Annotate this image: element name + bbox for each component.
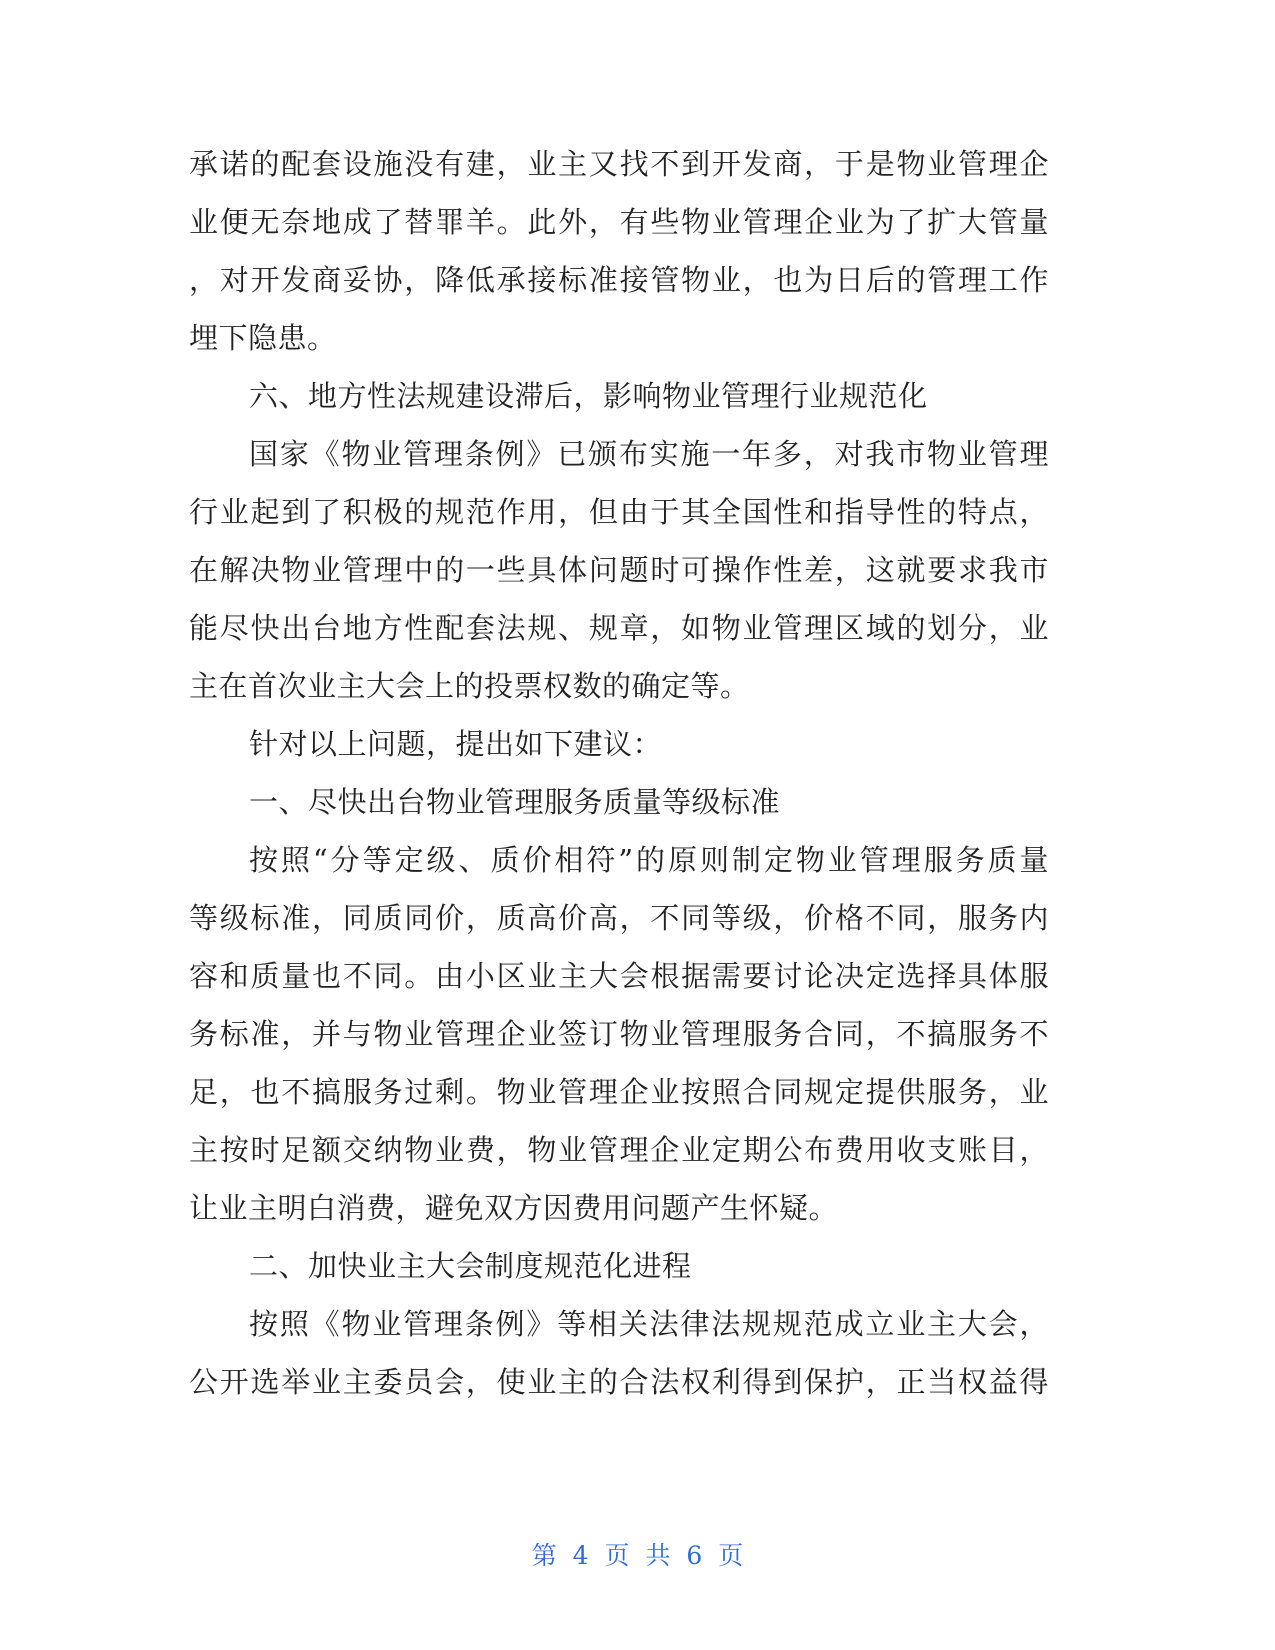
body-text-line: 让业主明白消费，避免双方因费用问题产生怀疑。	[189, 1191, 839, 1225]
body-text-line: 国家《物业管理条例》已颁布实施一年多，对我市物业管理	[249, 437, 1049, 471]
body-text-line: 公开选举业主委员会，使业主的合法权利得到保护，正当权益得	[189, 1365, 1049, 1399]
body-text-line: 针对以上问题，提出如下建议：	[249, 727, 663, 761]
page-footer	[0, 1539, 1275, 1573]
body-text-line: 能尽快出台地方性配套法规、规章，如物业管理区域的划分，业	[189, 611, 1049, 645]
body-text-line: 行业起到了积极的规范作用，但由于其全国性和指导性的特点，	[189, 495, 1049, 529]
body-text-line: 主按时足额交纳物业费，物业管理企业定期公布费用收支账目，	[189, 1133, 1049, 1167]
body-text-line: 容和质量也不同。由小区业主大会根据需要讨论决定选择具体服	[189, 959, 1049, 993]
body-text-line: ，对开发商妥协，降低承接标准接管物业，也为日后的管理工作	[189, 263, 1049, 297]
section-heading: 六、地方性法规建设滞后，影响物业管理行业规范化	[249, 379, 928, 413]
body-text-line: 按照“分等定级、质价相符”的原则制定物业管理服务质量	[249, 843, 1049, 877]
section-heading: 一、尽快出台物业管理服务质量等级标准	[249, 785, 781, 819]
body-text-line: 足，也不搞服务过剩。物业管理企业按照合同规定提供服务，业	[189, 1075, 1049, 1109]
section-heading: 二、加快业主大会制度规范化进程	[249, 1249, 692, 1283]
body-text-line: 埋下隐患。	[189, 321, 337, 355]
body-text-line: 主在首次业主大会上的投票权数的确定等。	[189, 669, 750, 703]
body-text-line: 业便无奈地成了替罪羊。此外，有些物业管理企业为了扩大管量	[189, 205, 1049, 239]
body-text-line: 按照《物业管理条例》等相关法律法规规范成立业主大会，	[249, 1307, 1049, 1341]
page-number: 第 4 页 共 6 页	[531, 1541, 744, 1570]
body-text-line: 承诺的配套设施没有建，业主又找不到开发商，于是物业管理企	[189, 147, 1049, 181]
body-text-line: 务标准，并与物业管理企业签订物业管理服务合同，不搞服务不	[189, 1017, 1049, 1051]
body-text-line: 在解决物业管理中的一些具体问题时可操作性差，这就要求我市	[189, 553, 1049, 587]
body-text-line: 等级标准，同质同价，质高价高，不同等级，价格不同，服务内	[189, 901, 1049, 935]
